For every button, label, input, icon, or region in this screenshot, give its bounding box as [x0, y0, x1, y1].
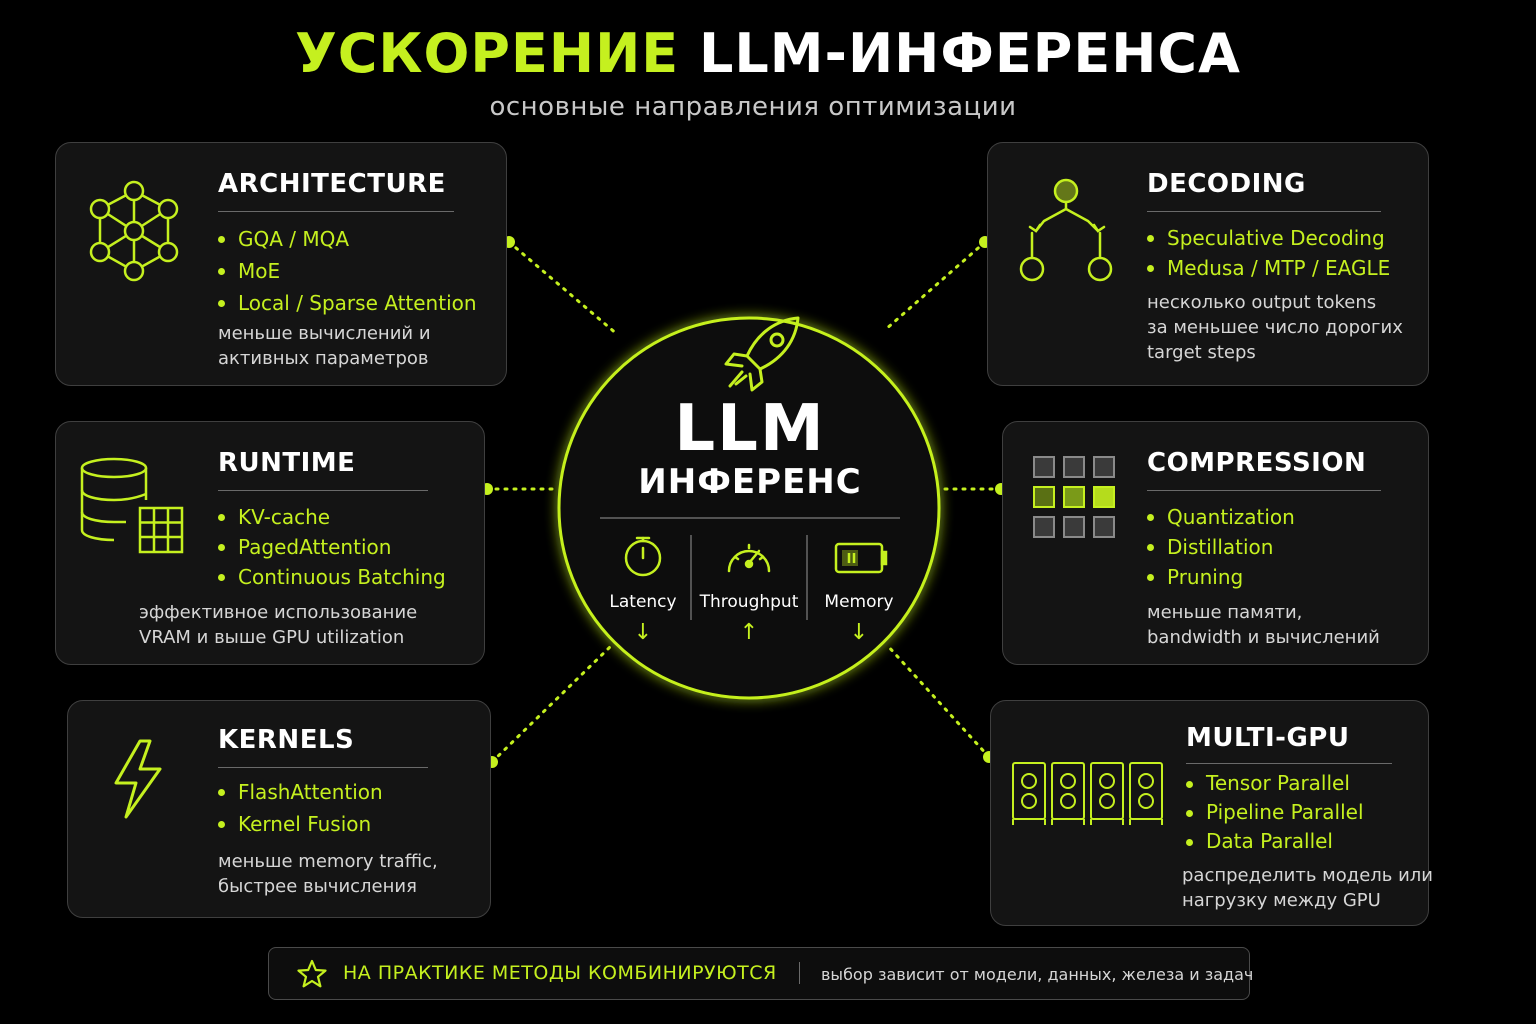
center-title: LLM [674, 392, 826, 466]
list-item: Tensor Parallel [1184, 769, 1364, 798]
connector-kernels [492, 645, 612, 762]
card-multigpu [990, 700, 1434, 926]
list-item: Distillation [1145, 532, 1295, 562]
page-subtitle: основные направления оптимизации [489, 92, 1017, 122]
list-item: Pipeline Parallel [1184, 798, 1364, 827]
connector-architecture [509, 242, 618, 335]
list-item: Data Parallel [1184, 827, 1364, 856]
card-multigpu-rule [1186, 763, 1392, 764]
metric-throughput-arrow: ↑ [739, 620, 759, 645]
card-runtime [55, 421, 485, 665]
card-compression-rule [1147, 490, 1381, 491]
footer-main-text: НА ПРАКТИКЕ МЕТОДЫ КОМБИНИРУЮТСЯ [343, 962, 777, 984]
database-grid-icon [80, 456, 190, 558]
card-decoding-list [1145, 223, 1390, 283]
star-icon [297, 959, 327, 989]
title-main: LLM-ИНФЕРЕНСА [698, 22, 1241, 85]
center-subtitle: ИНФЕРЕНС [638, 462, 862, 502]
card-kernels-rule [218, 767, 428, 768]
card-kernels [67, 700, 491, 918]
list-item: MoE [216, 255, 477, 287]
card-runtime-list [216, 502, 446, 592]
card-architecture-list [216, 223, 477, 319]
card-compression-title: COMPRESSION [1147, 448, 1367, 478]
card-runtime-title: RUNTIME [218, 448, 356, 478]
list-item: Medusa / MTP / EAGLE [1145, 253, 1390, 283]
metric-memory-arrow: ↓ [849, 620, 869, 645]
card-architecture-rule [218, 211, 454, 212]
list-item: Local / Sparse Attention [216, 287, 477, 319]
card-kernels-title: KERNELS [218, 725, 355, 755]
connector-multigpu [887, 645, 989, 757]
card-multigpu-list [1184, 769, 1364, 856]
metric-throughput-label: Throughput [699, 592, 799, 612]
lightning-icon [108, 737, 168, 821]
list-item: FlashAttention [216, 776, 383, 808]
card-runtime-rule [218, 490, 428, 491]
card-kernels-list [216, 776, 383, 840]
list-item: Quantization [1145, 502, 1295, 532]
metric-latency-label: Latency [609, 592, 677, 612]
footer-divider [799, 962, 800, 984]
card-kernels-desc: меньше memory traffic, быстрее вычисления [218, 851, 438, 897]
card-architecture [55, 142, 507, 386]
card-compression [1002, 421, 1429, 665]
card-multigpu-title: MULTI-GPU [1186, 723, 1350, 753]
card-decoding-title: DECODING [1147, 169, 1306, 199]
card-compression-desc: меньше памяти, bandwidth и вычислений [1147, 602, 1380, 648]
card-decoding [987, 142, 1429, 386]
metric-memory-label: Memory [824, 592, 894, 612]
list-item: Continuous Batching [216, 562, 446, 592]
neural-network-icon [84, 177, 184, 285]
gpu-cards-icon [1009, 759, 1169, 829]
list-item: GQA / MQA [216, 223, 477, 255]
list-item: KV-cache [216, 502, 446, 532]
card-architecture-title: ARCHITECTURE [218, 169, 446, 199]
list-item: Speculative Decoding [1145, 223, 1390, 253]
metric-latency-arrow: ↓ [633, 620, 653, 645]
footer-banner [268, 947, 1254, 1000]
card-runtime-desc: эффективное использование VRAM и выше GPU utilization [139, 602, 418, 648]
connector-decoding [885, 242, 985, 330]
card-multigpu-desc: распределить модель или нагрузку между GPU [1182, 865, 1434, 911]
footer-note: выбор зависит от модели, данных, железа и задач [821, 965, 1254, 984]
list-item: Kernel Fusion [216, 808, 383, 840]
title-accent: УСКОРЕНИЕ [295, 22, 680, 85]
card-architecture-desc: меньше вычислений и активных параметров [218, 323, 431, 369]
list-item: Pruning [1145, 562, 1295, 592]
list-item: PagedAttention [216, 532, 446, 562]
card-decoding-desc: несколько output tokens за меньшее число дорогих target steps [1147, 292, 1403, 363]
card-decoding-rule [1147, 211, 1381, 212]
card-compression-list [1145, 502, 1295, 592]
quantization-grid-icon [1031, 454, 1121, 544]
branching-tree-icon [1014, 175, 1114, 285]
